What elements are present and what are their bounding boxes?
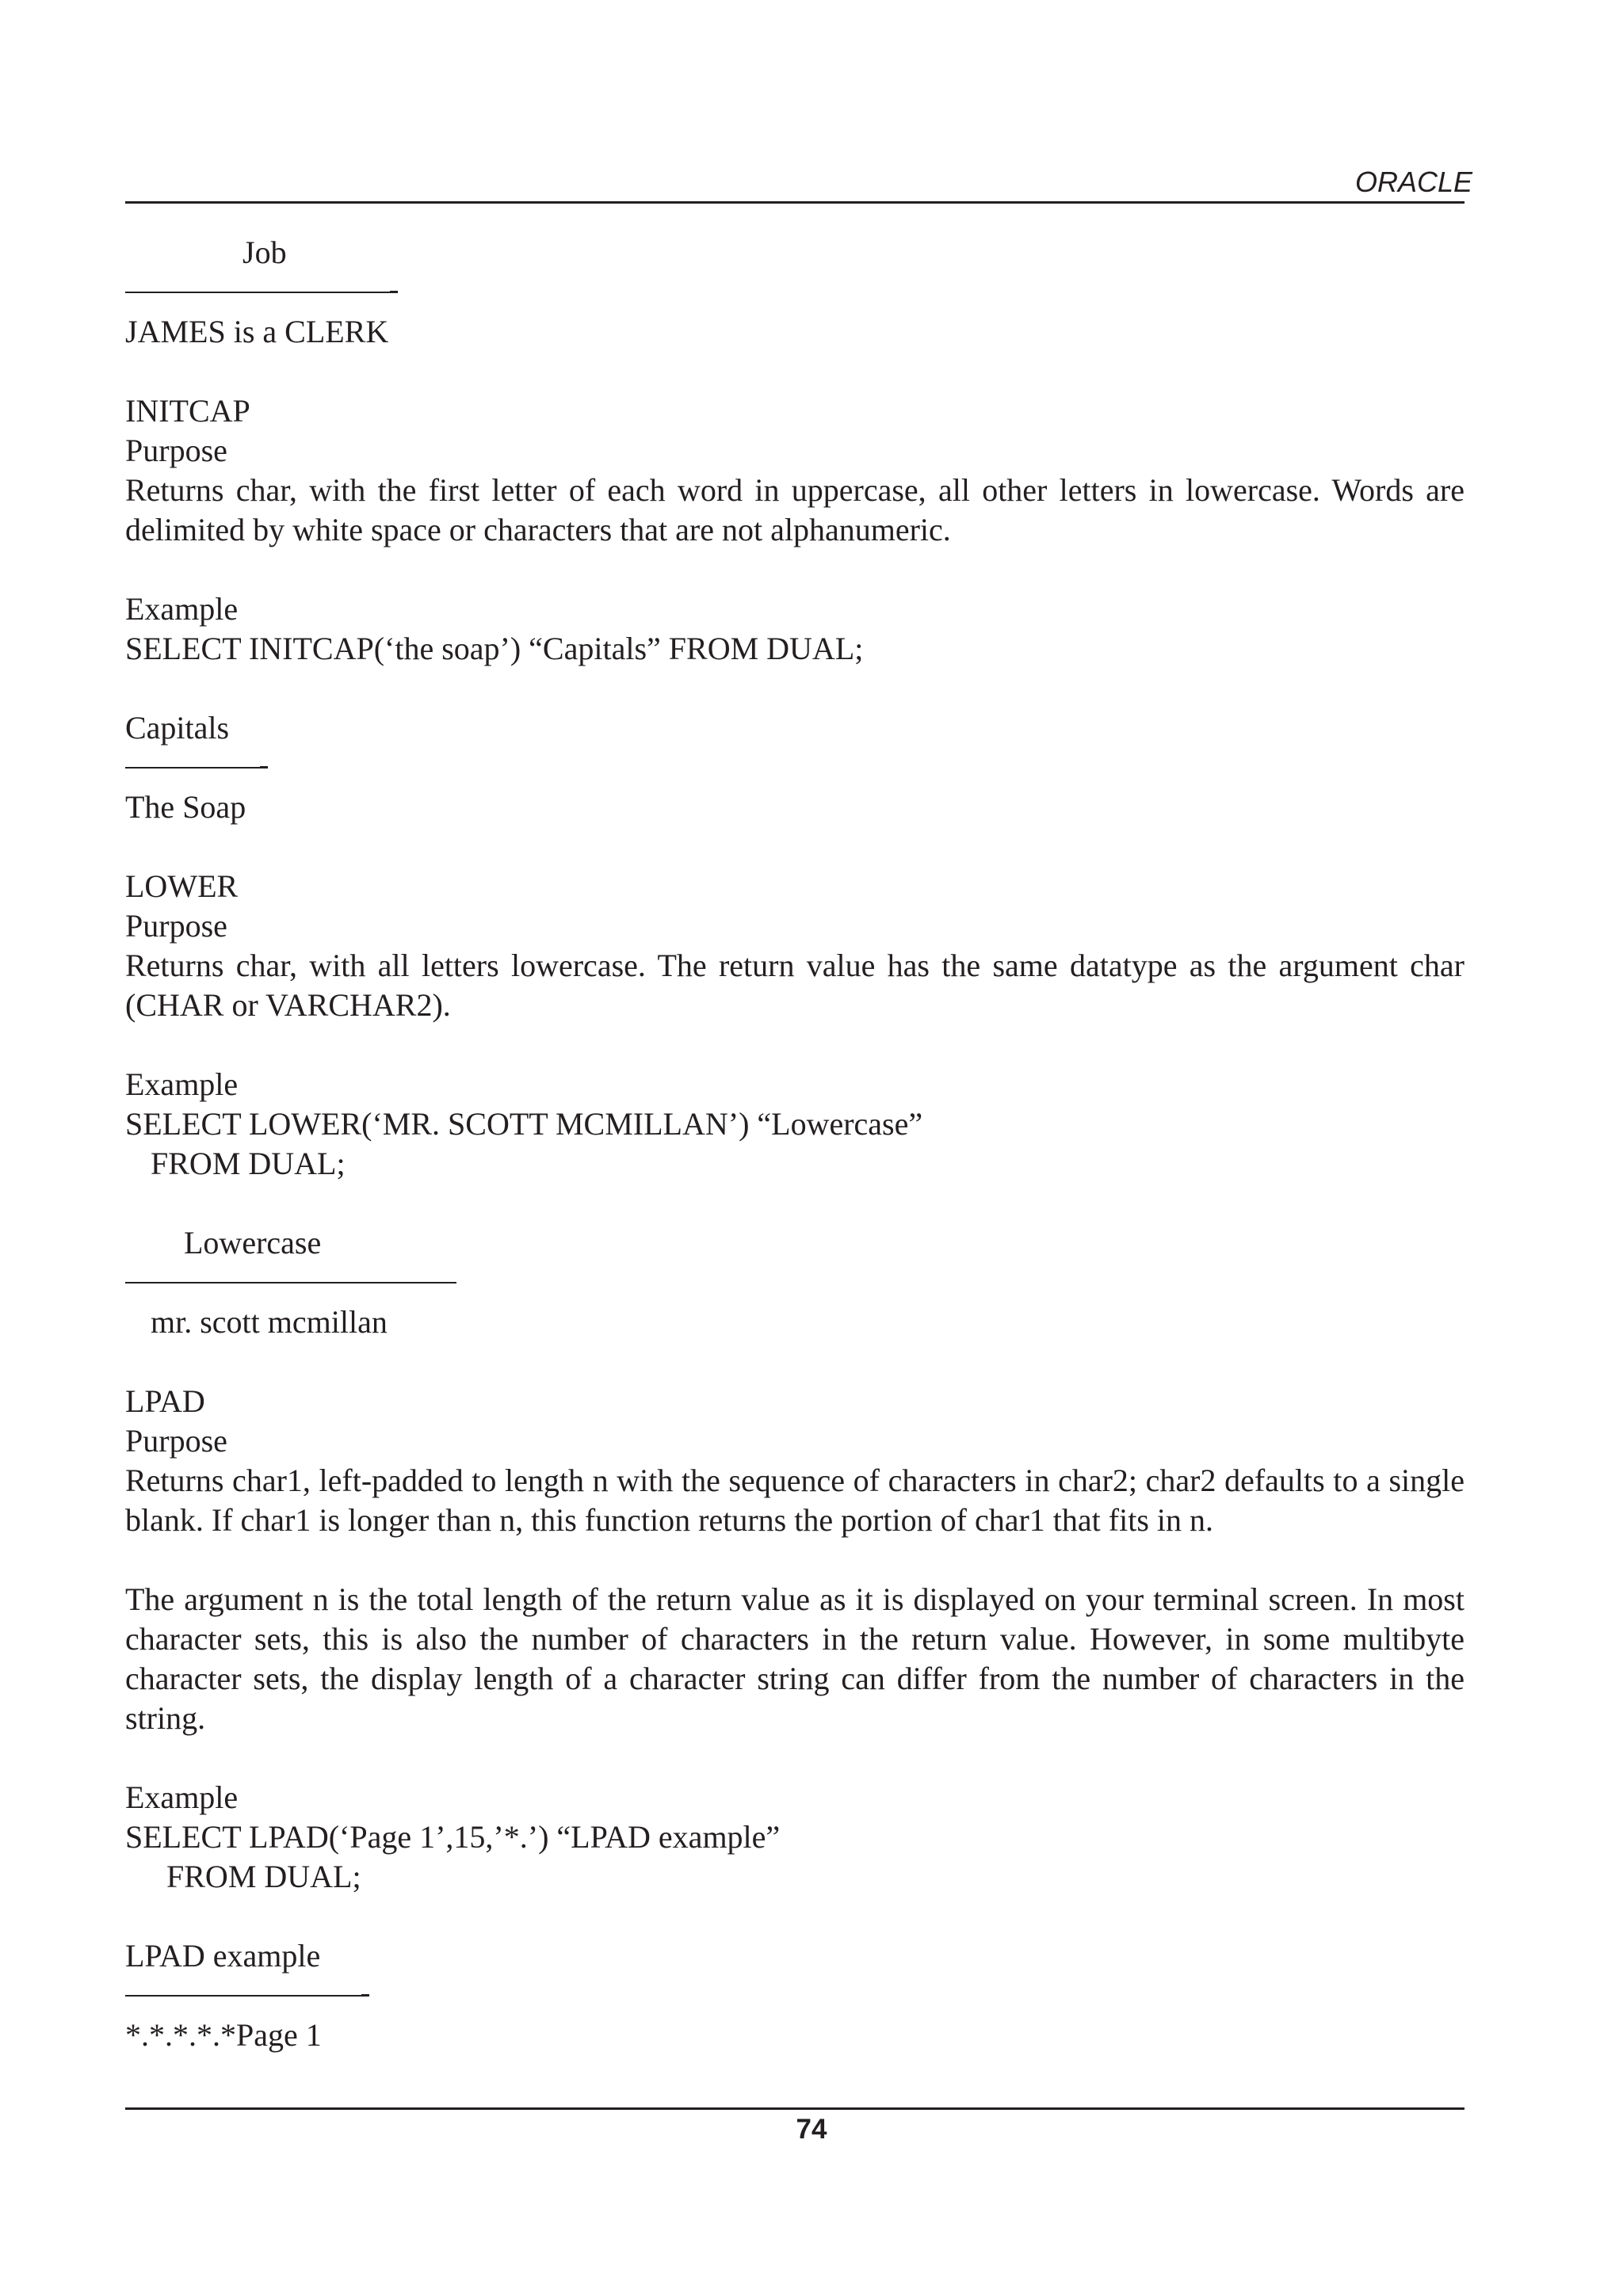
lower-purpose-label: Purpose: [125, 908, 227, 944]
page-content: [125, 233, 1465, 2055]
lpad-purpose-label: Purpose: [125, 1423, 227, 1459]
initcap-heading: INITCAP: [125, 393, 250, 429]
lpad-purpose-text: Returns char1, left-padded to length n with the sequence of characters in char2; char2 defaults to a single blank. If char1 is longer than n, this function returns the portion of char1 that fits in n.: [125, 1463, 1465, 1538]
lpad-column-heading: LPAD example: [125, 1938, 321, 1974]
lower-heading: LOWER: [125, 868, 239, 904]
header-rule: [125, 201, 1465, 204]
lpad-example-label: Example: [125, 1779, 239, 1815]
lower-result: mr. scott mcmillan: [151, 1304, 388, 1340]
lower-purpose-text: Returns char, with all letters lowercase. The return value has the same datatype as the argument char (CHAR or VARCHAR2).: [125, 948, 1465, 1023]
initcap-column-heading: Capitals: [125, 710, 230, 746]
initcap-purpose-label: Purpose: [125, 433, 227, 468]
page-number: 74: [796, 2114, 827, 2145]
lower-example-label: Example: [125, 1066, 239, 1102]
initcap-example-label: Example: [125, 591, 239, 627]
job-column-heading: Job: [242, 235, 287, 270]
initcap-column-underline: [125, 748, 1465, 788]
footer-rule: [125, 2107, 1465, 2110]
job-column-underline: [125, 273, 1465, 312]
initcap-result: The Soap: [125, 789, 246, 825]
initcap-purpose-text: Returns char, with the first letter of each word in uppercase, all other letters in lowercase. Words are delimited by white space or characters that are not alphanumeric.: [125, 472, 1465, 547]
lower-column-heading: Lowercase: [184, 1225, 322, 1261]
lower-query-line-2: FROM DUAL;: [151, 1146, 346, 1181]
lpad-result: *.*.*.*.*Page 1: [125, 2017, 322, 2053]
lpad-query-line-1: SELECT LPAD(‘Page 1’,15,’*.’) “LPAD example”: [125, 1819, 781, 1855]
lower-query-line-1: SELECT LOWER(‘MR. SCOTT MCMILLAN’) “Lowercase”: [125, 1106, 923, 1142]
initcap-query: SELECT INITCAP(‘the soap’) “Capitals” FROM DUAL;: [125, 631, 864, 666]
job-result: JAMES is a CLERK: [125, 314, 389, 349]
running-header-title: ORACLE: [1354, 166, 1472, 198]
lpad-column-underline: [125, 1976, 1465, 2016]
lpad-query-line-2: FROM DUAL;: [166, 1859, 361, 1894]
lower-column-underline: [125, 1263, 1465, 1302]
lpad-argument-text: The argument n is the total length of the return value as it is displayed on your terminal screen. In most character sets, this is also the number of characters in the return value. However, in some multibyte character sets, the display length of a character string can differ from the number of characters in the string.: [125, 1581, 1465, 1736]
lpad-heading: LPAD: [125, 1383, 205, 1419]
